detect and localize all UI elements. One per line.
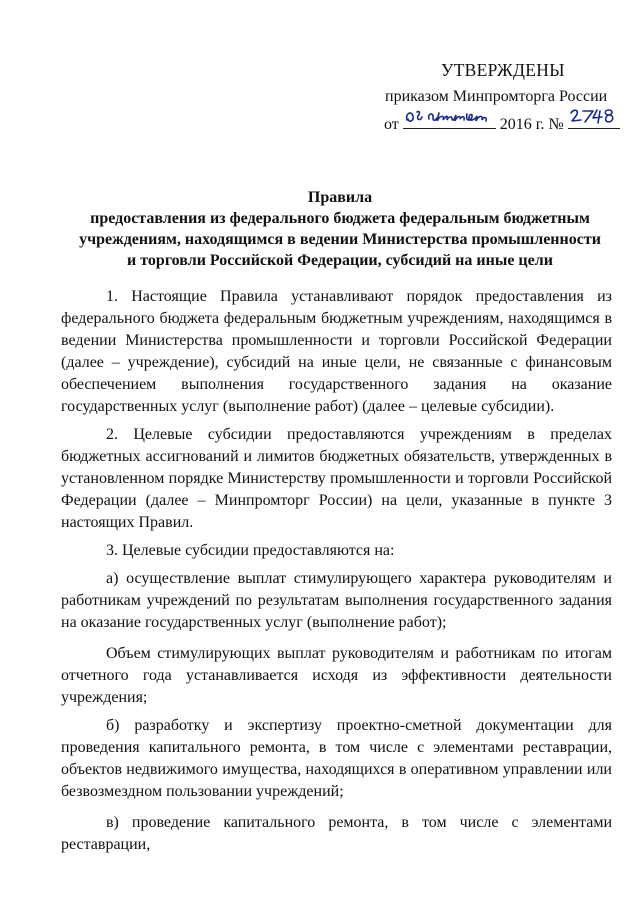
title-line-3: учреждениям, находящимся в ведении Министерства промышленности: [79, 231, 601, 248]
paragraph-3b: б) разработку и экспертизу проектно-сметной документации для проведения капитального ремонта, в том числе с элементами реставрации, объектов недвижимого имущества, находящихся в оперативном управлении или безвозмездном пользовании учреждений;: [61, 717, 612, 800]
paragraph-3a: а) осуществление выплат стимулирующего характера руководителям и работникам учреждений по результатам выполнения государственного задания на оказание государственных услуг (выполнение работ);: [61, 570, 612, 631]
title-line-1: Правила: [307, 189, 373, 206]
paragraph-3: 3. Целевые субсидии предоставляются на:: [106, 542, 395, 559]
handwritten-date-signature: [403, 104, 496, 128]
title-line-2: предоставления из федерального бюджета федеральным бюджетным: [90, 210, 590, 227]
handwritten-date: [403, 110, 496, 129]
year-number-text: 2016 г. №: [499, 116, 564, 133]
paragraph-1: 1. Настоящие Правила устанавливают порядок предоставления из федерального бюджета федеральным бюджетным учреждениям, находящимся в ведении Министерства промышленности и торговли Российской Федерации (далее – учреждение), субсидий на иные цели, не связанные с финансовым обеспечением выполнения государственного задания на оказание государственных услуг (выполнение работ) (далее – целевые субсидии).: [61, 288, 612, 415]
paragraph-3c: в) проведение капитального ремонта, в том числе с элементами реставрации,: [61, 814, 612, 853]
title-line-4: и торговли Российской Федерации, субсидий на иные цели: [127, 252, 553, 269]
handwritten-number-signature: [568, 104, 620, 128]
paragraph-3a-note: Объем стимулирующих выплат руководителям и работникам по итогам отчетного года устанавливается исходя из эффективности деятельности учреждения;: [61, 645, 612, 706]
approval-date-line: [384, 110, 620, 134]
approval-heading: УТВЕРЖДЕНЫ: [441, 60, 565, 80]
paragraph-2: 2. Целевые субсидии предоставляются учреждениям в пределах бюджетных ассигнований и лимитов бюджетных обязательств, утвержденных в установленном порядке Министерству промышленности и торговли Российской Федерации (далее – Минпромторг России) на цели, указанные в пункте 3 настоящих Правил.: [61, 426, 612, 531]
date-prefix: от: [384, 116, 399, 133]
document-body: [61, 286, 612, 856]
document-title: [60, 187, 620, 271]
handwritten-number: [568, 110, 620, 129]
approval-order-text: приказом Минпромторга России: [385, 88, 608, 105]
